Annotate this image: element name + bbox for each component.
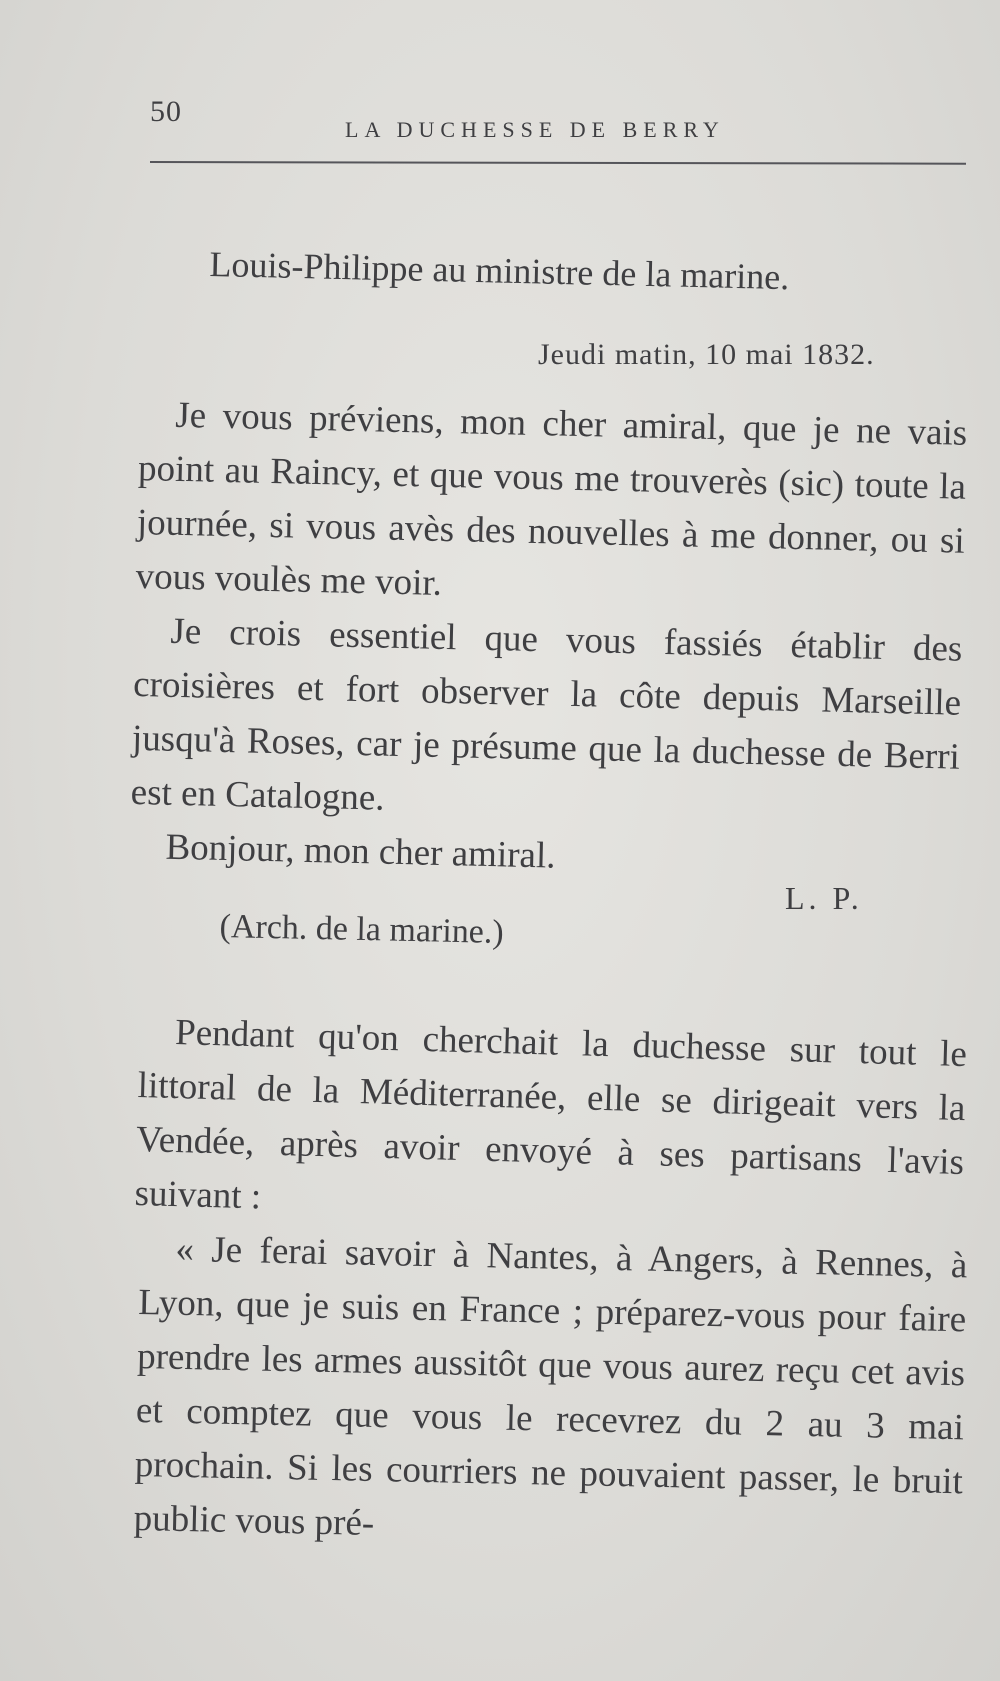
letter-heading: Louis-Philippe au ministre de la marine.: [209, 243, 790, 298]
letter-body: [129, 388, 968, 893]
letter-paragraph: Bonjour, mon cher amiral.: [165, 826, 556, 877]
narrative-text: [134, 1005, 968, 1244]
letter-signature: L. P.: [785, 880, 863, 916]
page-number: 50: [150, 95, 182, 128]
letter-paragraph: Je vous préviens, mon cher amiral, que je ne vais point au Raincy, et que vous me trouverès (sic) toute la journée, si vous avès des nouvelles à me donner, ou si vous voulès me voir.: [135, 394, 968, 604]
archive-note: (Arch. de la marine.): [219, 908, 505, 951]
header-rule: [150, 161, 966, 165]
quoted-paragraph: « Je ferai savoir à Nantes, à Angers, à Rennes, à Lyon, que je suis en France ; préparez-vous pour faire prendre les armes aussitôt que vous aurez reçu cet avis et comptez que vous le recevrez du 2 au 3 mai prochain. Si les courriers ne pouvaient passer, le bruit public vous pré-: [133, 1228, 968, 1544]
quoted-notice: [133, 1222, 968, 1563]
letter-dateline: Jeudi matin, 10 mai 1832.: [538, 338, 875, 371]
narrative-paragraph: Pendant qu'on cherchait la duchesse sur tout le littoral de la Méditerranée, elle se dirigeait vers la Vendée, après avoir envoyé à ses partisans l'avis suivant :: [134, 1012, 968, 1218]
letter-paragraph: Je crois essentiel que vous fassiés établir des croisières et fort observer la côte depuis Marseille jusqu'à Roses, car je présume que la duchesse de Berri est en Catalogne.: [130, 610, 963, 819]
page-header: [150, 95, 966, 165]
running-title: LA DUCHESSE DE BERRY: [345, 117, 725, 142]
